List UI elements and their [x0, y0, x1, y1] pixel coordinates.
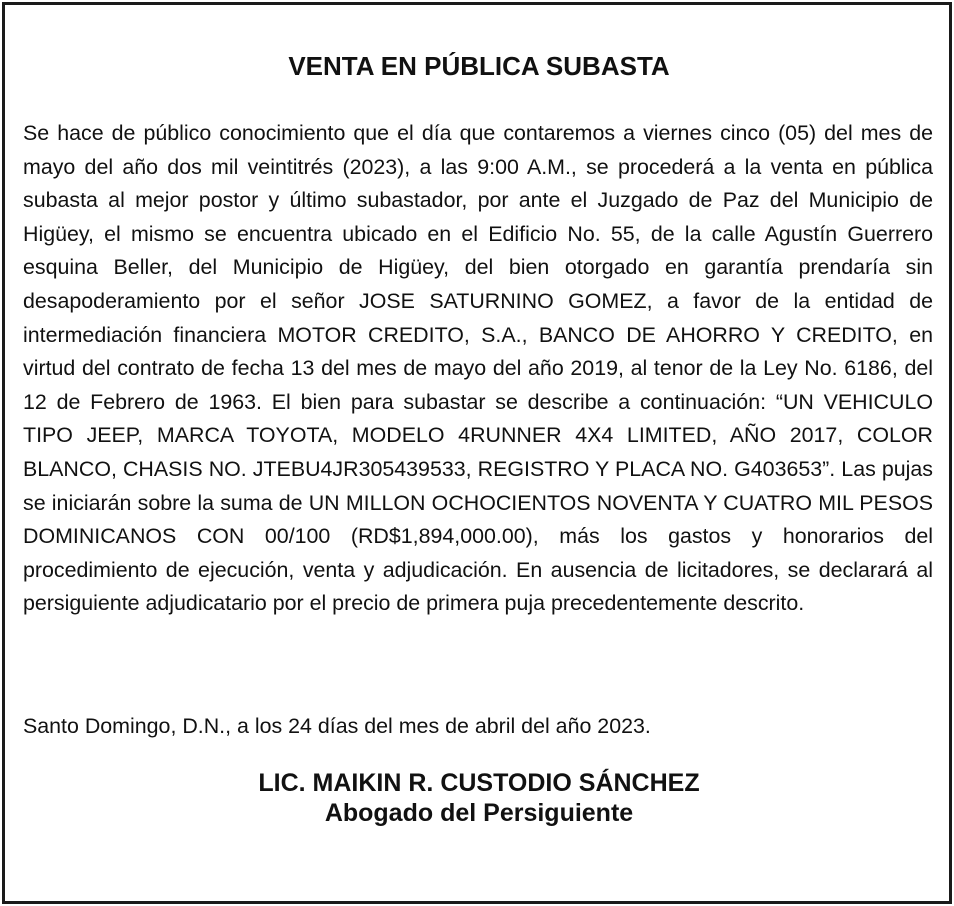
- notice-body: Se hace de público conocimiento que el día que contaremos a viernes cinco (05) del mes de mayo del año dos mil veintitrés (2023), a las 9:00 A.M., se procederá a la venta en pública subasta al mejor postor y último subastador, por ante el Juzgado de Paz del Municipio de Higüey, el mismo se encuentra ubicado en el Edificio No. 55, de la calle Agustín Guerrero esquina Beller, del Municipio de Higüey, del bien otorgado en garantía prendaría sin desapoderamiento por el señor JOSE SATURNINO GOMEZ, a favor de la entidad de intermediación financiera MOTOR CREDITO, S.A., BANCO DE AHORRO Y CREDITO, en virtud del contrato de fecha 13 del mes de mayo del año 2019, al tenor de la Ley No. 6186, del 12 de Febrero de 1963. El bien para subastar se describe a continuación: “UN VEHICULO TIPO JEEP, MARCA TOYOTA, MODELO 4RUNNER 4X4 LIMITED, AÑO 2017, COLOR BLANCO, CHASIS NO. JTEBU4JR305439533, REGISTRO Y PLACA NO. G403653”. Las pujas se iniciarán sobre la suma de UN MILLON OCHOCIENTOS NOVENTA Y CUATRO MIL PESOS DOMINICANOS CON 00/100 (RD$1,894,000.00), más los gastos y honorarios del procedimiento de ejecución, venta y adjudicación. En ausencia de licitadores, se declarará al persiguiente adjudicatario por el precio de primera puja precedentemente descrito.: [23, 121, 933, 616]
- signature-block: [5, 768, 953, 828]
- legal-notice: [2, 2, 952, 904]
- signer-role: Abogado del Persiguiente: [324, 799, 634, 827]
- signer-name: LIC. MAIKIN R. CUSTODIO SÁNCHEZ: [258, 769, 700, 797]
- notice-title: VENTA EN PÚBLICA SUBASTA: [288, 51, 670, 81]
- notice-date-line: Santo Domingo, D.N., a los 24 días del mes de abril del año 2023.: [23, 714, 651, 738]
